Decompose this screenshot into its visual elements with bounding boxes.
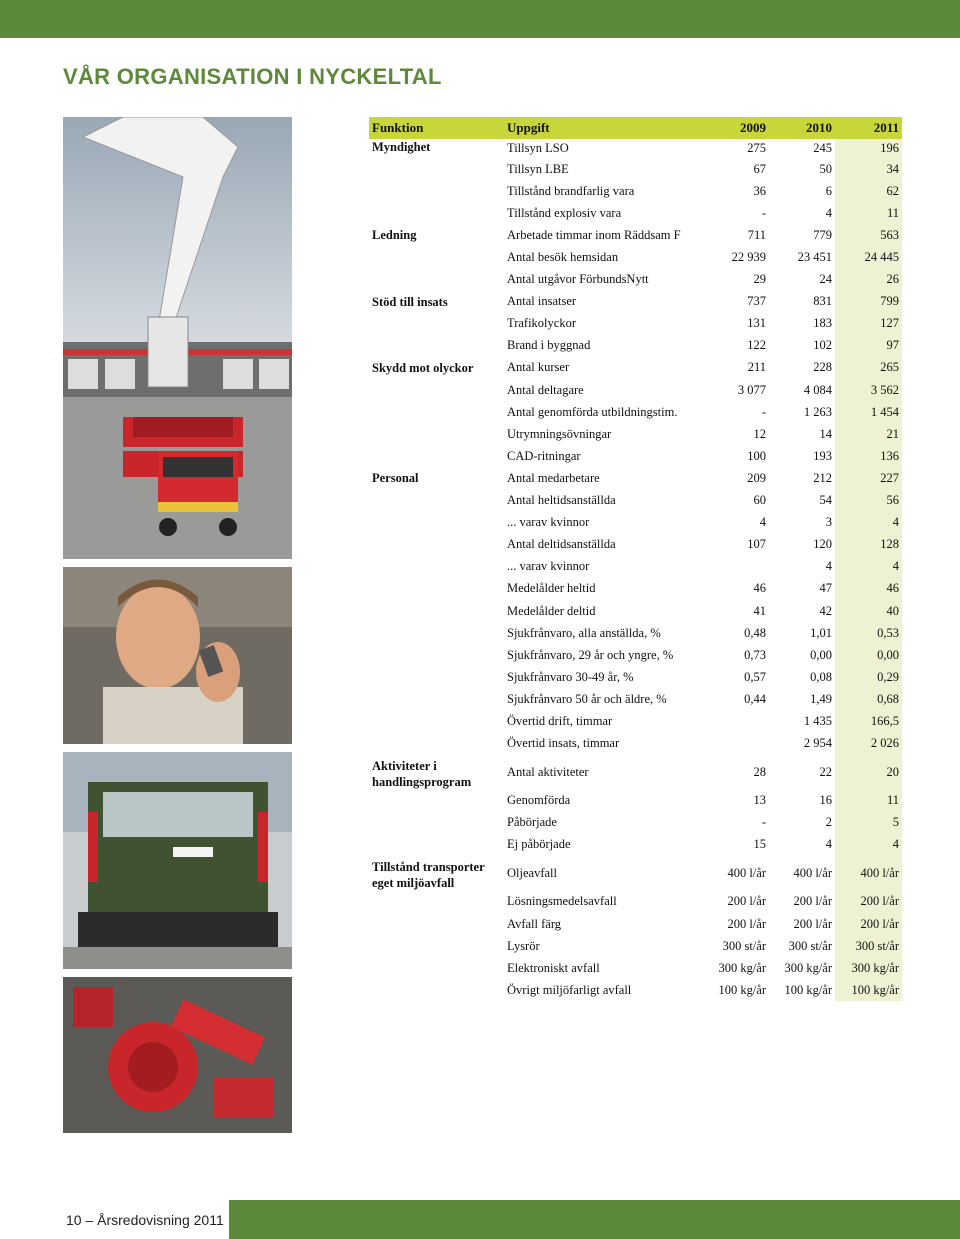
value-2010-cell: 22 xyxy=(819,764,832,779)
function-cell xyxy=(369,688,504,710)
function-cell xyxy=(369,556,504,578)
function-cell xyxy=(369,834,504,856)
value-2011-cell: 200 l/år xyxy=(835,891,902,913)
value-2011-cell: 166,5 xyxy=(835,710,902,732)
task-cell: Medelålder heltid xyxy=(507,581,596,596)
task-cell: Trafikolyckor xyxy=(507,316,576,331)
value-2009-cell: 22 939 xyxy=(731,250,766,265)
value-2010-cell: 200 l/år xyxy=(793,916,832,931)
value-2010-cell: 400 l/år xyxy=(793,865,832,880)
table-row xyxy=(369,733,902,755)
task-cell: ... varav kvinnor xyxy=(507,515,590,530)
table-row xyxy=(369,979,902,1001)
task-cell: Tillsyn LBE xyxy=(507,161,569,176)
value-2010-cell: 779 xyxy=(813,227,832,242)
task-cell: Tillsyn LSO xyxy=(507,141,569,156)
value-2011-cell: 24 445 xyxy=(835,246,902,268)
value-2010-cell: 54 xyxy=(819,493,832,508)
value-2009-cell: 60 xyxy=(753,493,766,508)
function-cell: Myndighet xyxy=(372,140,431,154)
value-2011-cell: 265 xyxy=(835,357,902,379)
value-2009-cell: 46 xyxy=(753,581,766,596)
table-row xyxy=(369,688,902,710)
value-2010-cell: 200 l/år xyxy=(793,894,832,909)
task-cell: Genomförda xyxy=(507,793,571,808)
task-cell: Arbetade timmar inom Räddsam F xyxy=(507,227,681,242)
key-figures-table xyxy=(369,117,902,1001)
function-cell xyxy=(369,158,504,180)
value-2009-cell xyxy=(704,710,769,732)
function-cell xyxy=(369,578,504,600)
value-2011-cell: 56 xyxy=(835,490,902,512)
table-row xyxy=(369,490,902,512)
function-cell xyxy=(369,512,504,534)
value-2010-cell: 42 xyxy=(819,603,832,618)
photo-column xyxy=(63,117,292,1141)
task-cell: Ej påbörjade xyxy=(507,837,571,852)
function-cell xyxy=(369,534,504,556)
value-2011-cell: 799 xyxy=(835,291,902,313)
value-2010-cell: 245 xyxy=(813,141,832,156)
task-cell: Sjukfrånvaro, alla anställda, % xyxy=(507,625,661,640)
task-cell: Övertid drift, timmar xyxy=(507,713,613,728)
page-title: VÅR ORGANISATION I NYCKELTAL xyxy=(63,64,442,89)
value-2010-cell: 50 xyxy=(819,161,832,176)
value-2010-cell: 0,08 xyxy=(810,669,832,684)
value-2011-cell: 11 xyxy=(835,790,902,812)
value-2009-cell: - xyxy=(761,815,766,830)
value-2010-cell: 2 954 xyxy=(803,736,832,751)
value-2011-cell: 0,29 xyxy=(835,666,902,688)
table-body xyxy=(369,139,902,1001)
function-cell xyxy=(369,710,504,732)
function-cell xyxy=(369,812,504,834)
function-cell xyxy=(369,335,504,357)
value-2011-cell: 0,68 xyxy=(835,688,902,710)
function-cell: Ledning xyxy=(372,228,417,243)
table-row xyxy=(369,710,902,732)
value-2010-cell: 300 st/år xyxy=(788,938,832,953)
table-row xyxy=(369,790,902,812)
task-cell: Antal insatser xyxy=(507,294,577,309)
value-2010-cell: 0,00 xyxy=(810,647,832,662)
function-cell xyxy=(369,202,504,224)
value-2010-cell: 4 xyxy=(825,837,832,852)
value-2011-cell: 136 xyxy=(835,445,902,467)
task-cell: Övertid insats, timmar xyxy=(507,736,620,751)
task-cell: Sjukfrånvaro 30-49 år, % xyxy=(507,669,634,684)
value-2010-cell: 4 xyxy=(825,205,832,220)
function-cell xyxy=(369,957,504,979)
value-2010-cell: 2 xyxy=(825,815,832,830)
value-2009-cell: 12 xyxy=(753,426,766,441)
table-row xyxy=(369,335,902,357)
function-cell xyxy=(369,490,504,512)
value-2010-cell: 183 xyxy=(813,316,832,331)
table-row xyxy=(369,578,902,600)
header-2010: 2010 xyxy=(769,117,835,139)
value-2010-cell: 1,49 xyxy=(810,691,832,706)
value-2011-cell: 0,00 xyxy=(835,644,902,666)
table-row xyxy=(369,534,902,556)
task-cell: Oljeavfall xyxy=(507,865,557,880)
function-cell: Tillstånd transporter eget miljöavfall xyxy=(372,859,485,890)
value-2011-cell: 46 xyxy=(835,578,902,600)
value-2011-cell: 3 562 xyxy=(835,379,902,401)
task-cell: Tillstånd brandfarlig vara xyxy=(507,183,635,198)
value-2010-cell: 100 kg/år xyxy=(784,982,832,997)
value-2009-cell: 3 077 xyxy=(737,382,766,397)
red-equipment-photo xyxy=(63,977,292,1133)
table-row xyxy=(369,158,902,180)
table-header-row xyxy=(369,117,902,139)
table-row xyxy=(369,246,902,268)
table-row xyxy=(369,401,902,423)
table-row xyxy=(369,357,902,379)
table-row xyxy=(369,291,902,313)
value-2011-cell: 4 xyxy=(835,834,902,856)
function-cell xyxy=(369,379,504,401)
table-row xyxy=(369,202,902,224)
value-2010-cell: 47 xyxy=(819,581,832,596)
table-row xyxy=(369,834,902,856)
value-2010-cell: 3 xyxy=(825,515,832,530)
value-2010-cell: 16 xyxy=(819,793,832,808)
table-row xyxy=(369,379,902,401)
function-cell xyxy=(369,979,504,1001)
function-cell: Stöd till insats xyxy=(372,294,448,309)
value-2009-cell: 4 xyxy=(759,515,766,530)
value-2010-cell: 23 451 xyxy=(797,250,832,265)
value-2009-cell: 122 xyxy=(747,338,766,353)
task-cell: Medelålder deltid xyxy=(507,603,596,618)
table-row xyxy=(369,269,902,291)
header-2009: 2009 xyxy=(704,117,769,139)
function-cell xyxy=(369,913,504,935)
task-cell: Tillstånd explosiv vara xyxy=(507,205,622,220)
value-2009-cell: 36 xyxy=(753,183,766,198)
task-cell: Påbörjade xyxy=(507,815,557,830)
table-row xyxy=(369,139,902,158)
value-2009-cell: 0,44 xyxy=(744,691,766,706)
table-row xyxy=(369,512,902,534)
value-2010-cell: 4 084 xyxy=(803,382,832,397)
value-2009-cell: 200 l/år xyxy=(727,916,766,931)
value-2009-cell: 131 xyxy=(747,316,766,331)
function-cell: Aktiviteter i handlingsprogram xyxy=(372,758,472,789)
value-2011-cell: 400 l/år xyxy=(835,856,902,891)
value-2009-cell: 13 xyxy=(753,793,766,808)
value-2009-cell: 300 st/år xyxy=(722,938,766,953)
value-2011-cell: 11 xyxy=(835,202,902,224)
page-footer: 10 – Årsredovisning 2011 xyxy=(66,1212,224,1228)
value-2009-cell: 100 kg/år xyxy=(718,982,766,997)
task-cell: Lysrör xyxy=(507,938,540,953)
value-2009-cell: 15 xyxy=(753,837,766,852)
value-2011-cell: 196 xyxy=(835,139,902,158)
value-2010-cell: 300 kg/år xyxy=(784,960,832,975)
value-2011-cell: 0,53 xyxy=(835,622,902,644)
task-cell: Övrigt miljöfarligt avfall xyxy=(507,982,632,997)
value-2009-cell: 200 l/år xyxy=(727,894,766,909)
value-2009-cell: 41 xyxy=(753,603,766,618)
table-row xyxy=(369,600,902,622)
value-2009-cell: 28 xyxy=(753,764,766,779)
value-2010-cell: 6 xyxy=(825,183,832,198)
value-2009-cell: 67 xyxy=(753,161,766,176)
value-2011-cell: 127 xyxy=(835,313,902,335)
function-cell xyxy=(369,401,504,423)
function-cell xyxy=(369,180,504,202)
value-2010-cell: 24 xyxy=(819,272,832,287)
value-2009-cell: 211 xyxy=(747,360,766,375)
value-2010-cell: 1,01 xyxy=(810,625,832,640)
table-row xyxy=(369,666,902,688)
value-2010-cell: 4 xyxy=(825,559,832,574)
value-2009-cell: 711 xyxy=(747,227,766,242)
value-2011-cell: 97 xyxy=(835,335,902,357)
table-row xyxy=(369,180,902,202)
value-2010-cell: 212 xyxy=(813,470,832,485)
value-2009-cell: 100 xyxy=(747,448,766,463)
function-cell xyxy=(369,313,504,335)
task-cell: Sjukfrånvaro 50 år och äldre, % xyxy=(507,691,667,706)
value-2011-cell: 227 xyxy=(835,467,902,489)
value-2011-cell: 300 st/år xyxy=(835,935,902,957)
key-figures-table-container xyxy=(369,117,902,1001)
function-cell xyxy=(369,644,504,666)
function-cell xyxy=(369,445,504,467)
table-row xyxy=(369,313,902,335)
function-cell xyxy=(369,733,504,755)
value-2009-cell xyxy=(704,733,769,755)
function-cell xyxy=(369,935,504,957)
task-cell: Antal medarbetare xyxy=(507,470,600,485)
value-2009-cell: 29 xyxy=(753,272,766,287)
task-cell: Antal utgåvor FörbundsNytt xyxy=(507,272,649,287)
value-2011-cell: 100 kg/år xyxy=(835,979,902,1001)
function-cell xyxy=(369,269,504,291)
table-row xyxy=(369,913,902,935)
value-2011-cell: 40 xyxy=(835,600,902,622)
value-2009-cell: - xyxy=(761,404,766,419)
table-row xyxy=(369,644,902,666)
function-cell xyxy=(369,666,504,688)
value-2009-cell: 400 l/år xyxy=(727,865,766,880)
value-2011-cell: 20 xyxy=(835,755,902,790)
firefighter-phone-photo xyxy=(63,567,292,744)
task-cell: Antal aktiviteter xyxy=(507,764,589,779)
value-2011-cell: 62 xyxy=(835,180,902,202)
value-2011-cell: 5 xyxy=(835,812,902,834)
table-row xyxy=(369,957,902,979)
top-color-band xyxy=(0,0,960,38)
value-2011-cell: 2 026 xyxy=(835,733,902,755)
table-row xyxy=(369,755,902,790)
value-2010-cell: 1 435 xyxy=(803,713,832,728)
table-row xyxy=(369,856,902,891)
value-2011-cell: 26 xyxy=(835,269,902,291)
value-2009-cell xyxy=(704,556,769,578)
task-cell: Utrymningsövningar xyxy=(507,426,612,441)
task-cell: Antal heltidsanställda xyxy=(507,493,616,508)
value-2010-cell: 831 xyxy=(813,294,832,309)
task-cell: Lösningsmedelsavfall xyxy=(507,894,617,909)
function-cell xyxy=(369,600,504,622)
task-cell: Brand i byggnad xyxy=(507,338,591,353)
value-2011-cell: 34 xyxy=(835,158,902,180)
value-2009-cell: 209 xyxy=(747,470,766,485)
function-cell xyxy=(369,622,504,644)
value-2011-cell: 563 xyxy=(835,224,902,246)
value-2011-cell: 4 xyxy=(835,556,902,578)
task-cell: Elektroniskt avfall xyxy=(507,960,600,975)
task-cell: Avfall färg xyxy=(507,916,562,931)
header-2011: 2011 xyxy=(835,117,902,139)
table-row xyxy=(369,891,902,913)
value-2010-cell: 1 263 xyxy=(803,404,832,419)
value-2011-cell: 4 xyxy=(835,512,902,534)
value-2010-cell: 120 xyxy=(813,537,832,552)
task-cell: ... varav kvinnor xyxy=(507,559,590,574)
task-cell: Antal deltagare xyxy=(507,382,584,397)
value-2011-cell: 21 xyxy=(835,423,902,445)
value-2010-cell: 102 xyxy=(813,338,832,353)
header-uppgift: Uppgift xyxy=(504,117,704,139)
task-cell: Antal besök hemsidan xyxy=(507,250,619,265)
value-2009-cell: - xyxy=(761,205,766,220)
function-cell xyxy=(369,790,504,812)
table-row xyxy=(369,622,902,644)
task-cell: Antal kurser xyxy=(507,360,570,375)
value-2009-cell: 107 xyxy=(747,537,766,552)
function-cell xyxy=(369,891,504,913)
value-2009-cell: 0,73 xyxy=(744,647,766,662)
task-cell: CAD-ritningar xyxy=(507,448,581,463)
function-cell: Personal xyxy=(372,471,419,486)
value-2011-cell: 128 xyxy=(835,534,902,556)
value-2009-cell: 0,57 xyxy=(744,669,766,684)
table-row xyxy=(369,423,902,445)
table-row xyxy=(369,556,902,578)
value-2010-cell: 228 xyxy=(813,360,832,375)
table-row xyxy=(369,467,902,489)
function-cell xyxy=(369,423,504,445)
table-row xyxy=(369,935,902,957)
turntable-ladder-photo xyxy=(63,117,292,559)
table-row xyxy=(369,445,902,467)
function-cell xyxy=(369,246,504,268)
table-row xyxy=(369,812,902,834)
tracked-vehicle-photo xyxy=(63,752,292,969)
task-cell: Antal genomförda utbildningstim. xyxy=(507,404,678,419)
value-2010-cell: 193 xyxy=(813,448,832,463)
function-cell: Skydd mot olyckor xyxy=(372,360,474,375)
task-cell: Antal deltidsanställda xyxy=(507,537,616,552)
table-row xyxy=(369,224,902,246)
value-2009-cell: 300 kg/år xyxy=(718,960,766,975)
value-2011-cell: 200 l/år xyxy=(835,913,902,935)
value-2009-cell: 0,48 xyxy=(744,625,766,640)
value-2011-cell: 300 kg/år xyxy=(835,957,902,979)
header-funktion: Funktion xyxy=(369,117,504,139)
task-cell: Sjukfrånvaro, 29 år och yngre, % xyxy=(507,647,674,662)
value-2009-cell: 275 xyxy=(747,141,766,156)
value-2010-cell: 14 xyxy=(819,426,832,441)
value-2011-cell: 1 454 xyxy=(835,401,902,423)
value-2009-cell: 737 xyxy=(747,294,766,309)
